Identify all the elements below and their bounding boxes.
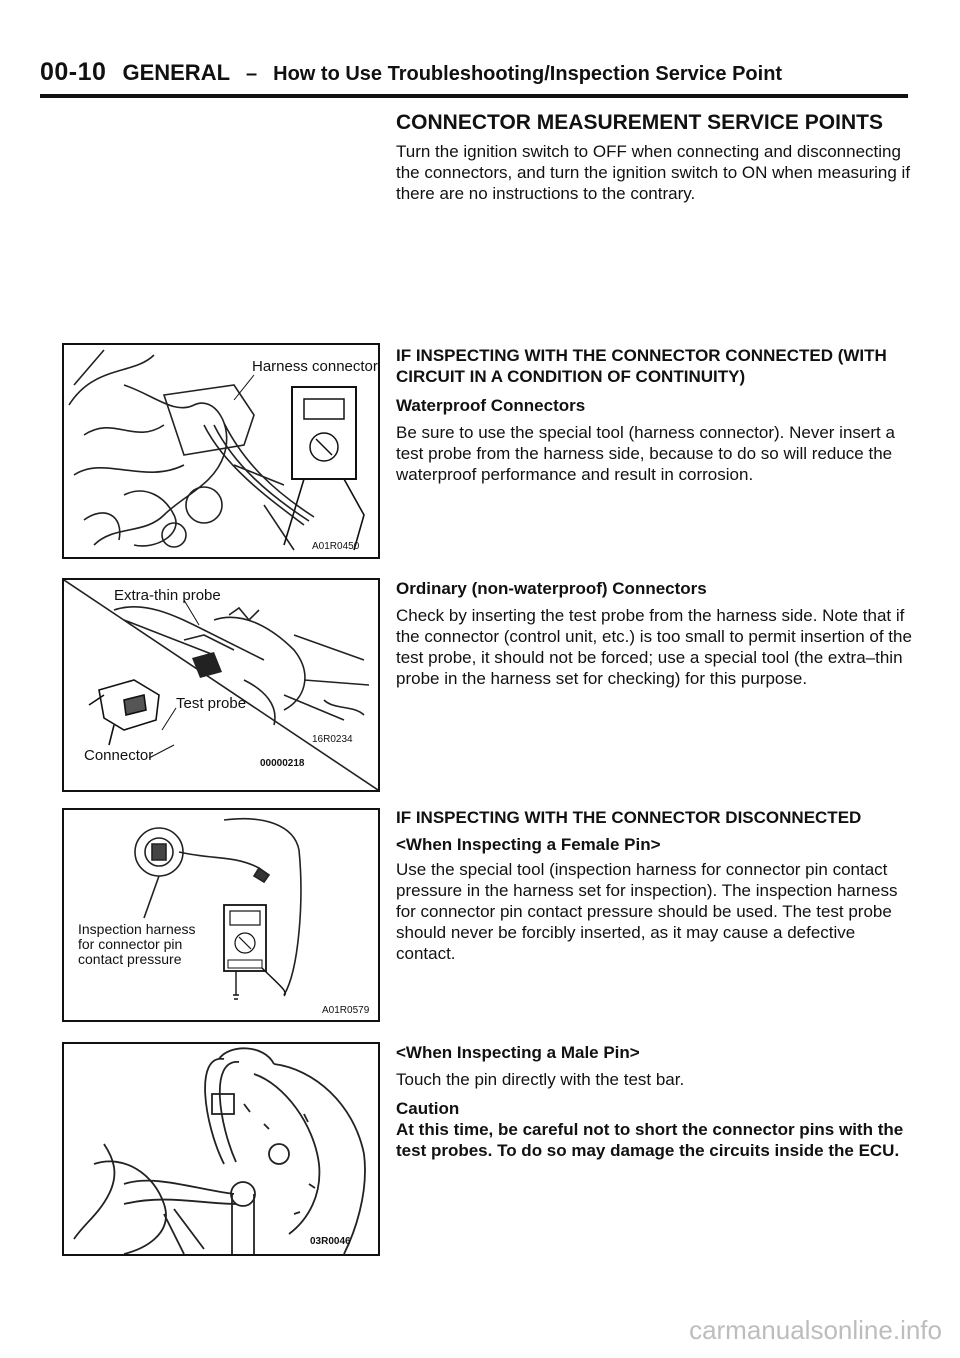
section-connector-connected bbox=[396, 345, 912, 485]
title-separator: – bbox=[246, 63, 258, 85]
page-header bbox=[40, 58, 908, 87]
caution-label: Caution bbox=[396, 1099, 460, 1118]
fig3-label-line1: Inspection harness bbox=[78, 921, 196, 937]
harness-connector-illustration bbox=[64, 345, 378, 557]
male-pin-illustration bbox=[64, 1044, 378, 1254]
fig3-label-line3: contact pressure bbox=[78, 951, 182, 967]
section-measurement-points bbox=[396, 112, 912, 204]
header-rule bbox=[40, 94, 908, 98]
figure-inspection-harness bbox=[62, 808, 380, 1022]
fig3-label-line2: for connector pin bbox=[78, 936, 183, 952]
waterproof-body: Be sure to use the special tool (harness connector). Never insert a test probe from the harness side, because to do so will reduce the waterproof performance and result in corrosion. bbox=[396, 423, 895, 484]
fig4-code: 03R0046 bbox=[310, 1236, 351, 1247]
fig1-label: Harness connector bbox=[252, 358, 378, 375]
figure-extra-thin-probe bbox=[62, 578, 380, 792]
extra-thin-probe-illustration bbox=[64, 580, 378, 790]
section3-heading: IF INSPECTING WITH THE CONNECTOR DISCONNECTED bbox=[396, 808, 862, 827]
section-connector-disconnected bbox=[396, 807, 912, 964]
section-ordinary-connectors bbox=[396, 578, 912, 689]
fig2-label-connector: Connector bbox=[84, 747, 154, 764]
section-subtitle: How to Use Troubleshooting/Inspection Service Point bbox=[273, 63, 783, 85]
section1-body: Turn the ignition switch to OFF when connecting and disconnecting the connectors, and turn the ignition switch to ON when measuring if there are no instructions to the contrary. bbox=[396, 142, 911, 203]
ordinary-subheading: Ordinary (non-waterproof) Connectors bbox=[396, 579, 707, 598]
section-title: GENERAL bbox=[122, 60, 231, 85]
male-pin-body: Touch the pin directly with the test bar. bbox=[396, 1070, 685, 1089]
female-pin-body: Use the special tool (inspection harness for connector pin contact pressure in the harness set for inspection). The inspection harness for connector pin contact pressure should be used. The test probe should never be forcibly inserted, as it may cause a defective contact. bbox=[396, 860, 898, 963]
multimeter-graphic bbox=[224, 905, 285, 999]
fig2-label-test-probe: Test probe bbox=[176, 695, 247, 712]
page-number: 00-10 bbox=[40, 58, 107, 86]
inspection-harness-illustration bbox=[64, 810, 378, 1020]
connector-graphic bbox=[89, 680, 159, 745]
caution-text: At this time, be careful not to short the connector pins with the test probes. To do so may damage the circuits inside the ECU. bbox=[396, 1120, 904, 1160]
section2-heading: IF INSPECTING WITH THE CONNECTOR CONNECTED (WITH CIRCUIT IN A CONDITION OF CONTINUITY) bbox=[396, 346, 887, 386]
fig1-code: A01R0450 bbox=[312, 541, 360, 552]
figure-male-pin-inspection bbox=[62, 1042, 380, 1256]
multimeter-graphic bbox=[284, 387, 364, 550]
section-male-pin bbox=[396, 1042, 912, 1161]
fig2-code2: 00000218 bbox=[260, 758, 305, 769]
ordinary-body: Check by inserting the test probe from the harness side. Note that if the connector (control unit, etc.) is too small to permit insertion of the test probe, it should not be forced; use a special tool (the extra–thin probe in the harness set for checking) for this purpose. bbox=[396, 606, 912, 688]
female-pin-subheading: <When Inspecting a Female Pin> bbox=[396, 835, 661, 854]
watermark: carmanualsonline.info bbox=[689, 1315, 942, 1345]
male-pin-subheading: <When Inspecting a Male Pin> bbox=[396, 1043, 640, 1062]
figure-harness-connector bbox=[62, 343, 380, 559]
waterproof-subheading: Waterproof Connectors bbox=[396, 396, 586, 415]
fig2-label-extra-thin-probe: Extra-thin probe bbox=[114, 587, 221, 604]
section1-heading: CONNECTOR MEASUREMENT SERVICE POINTS bbox=[396, 111, 883, 134]
fig3-code: A01R0579 bbox=[322, 1005, 370, 1016]
fig2-code1: 16R0234 bbox=[312, 734, 353, 745]
